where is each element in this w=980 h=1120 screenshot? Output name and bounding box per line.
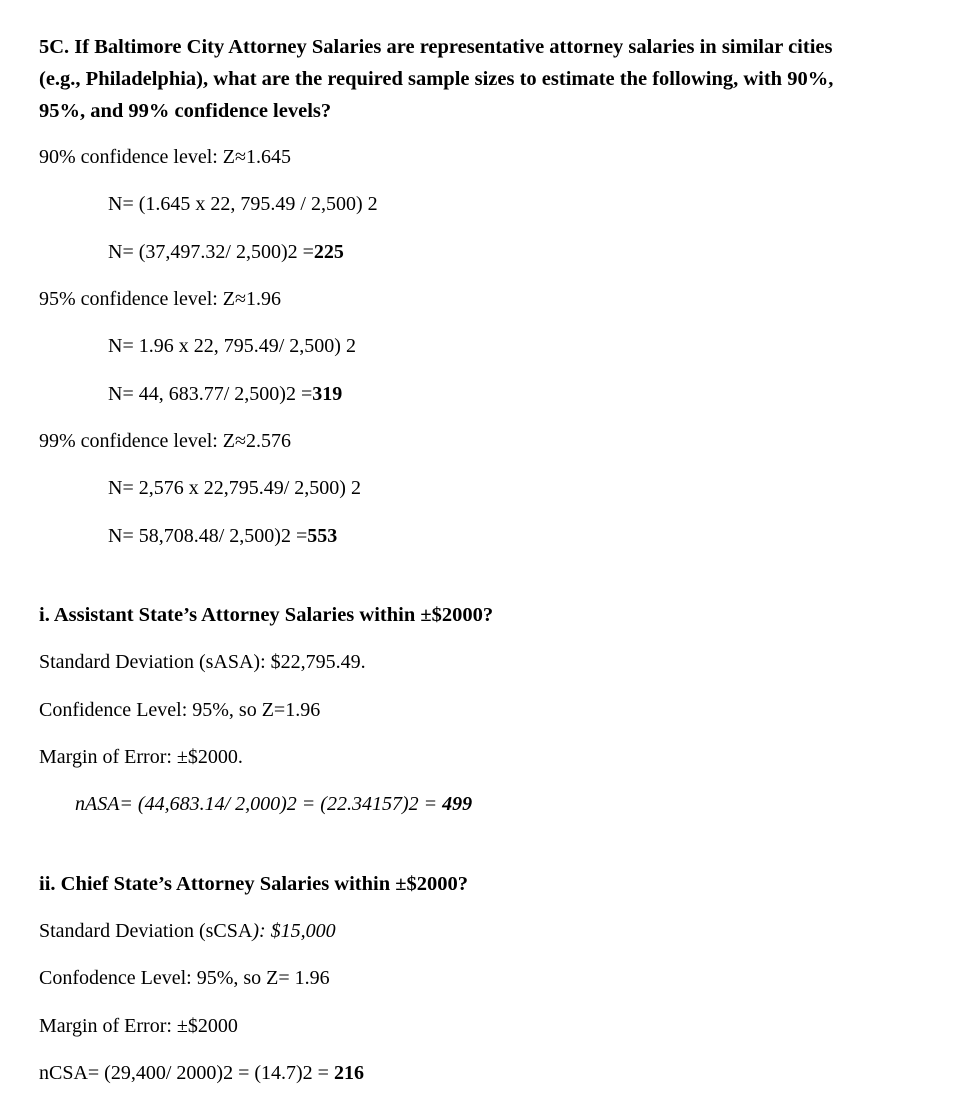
section-ii-std-dev-text: Standard Deviation (sCSA (39, 920, 253, 942)
conf95-equation-2 (108, 384, 342, 404)
conf90-equation-2 (108, 242, 344, 262)
conf90-equation-1: N= (1.645 x 22, 795.49 / 2,500) 2 (108, 193, 378, 215)
conf90-label: 90% confidence level: Z≈1.645 (39, 146, 292, 168)
section-i-formula-text: nASA= (44,683.14/ 2,000)2 = (22.34157)2 = (75, 793, 443, 815)
conf99-label: 99% confidence level: Z≈2.576 (39, 430, 292, 452)
conf99-equation-1: N= 2,576 x 22,795.49/ 2,500) 2 (108, 477, 361, 499)
section-i-result: 499 (442, 793, 473, 815)
section-ii-confidence: Confodence Level: 95%, so Z= 1.96 (39, 967, 330, 989)
conf90-equation-2-text: N= (37,497.32/ 2,500)2 = (108, 241, 314, 263)
section-i-std-dev: Standard Deviation (sASA): $22,795.49. (39, 651, 366, 673)
section-i-title: i. Assistant State’s Attorney Salaries within ±$2000? (39, 604, 494, 626)
question-line-2: (e.g., Philadelphia), what are the required sample sizes to estimate the following, with 90%, (39, 68, 834, 90)
section-i-formula (75, 794, 472, 814)
conf95-equation-1: N= 1.96 x 22, 795.49/ 2,500) 2 (108, 335, 356, 357)
question-line-3: 95%, and 99% confidence levels? (39, 100, 332, 122)
conf90-result: 225 (313, 241, 344, 263)
section-ii-std-dev (39, 921, 336, 941)
section-ii-formula-text: nCSA= (29,400/ 2000)2 = (14.7)2 = (39, 1062, 334, 1084)
question-line-1: 5C. If Baltimore City Attorney Salaries are representative attorney salaries in similar cities (39, 36, 833, 58)
section-ii-margin: Margin of Error: ±$2000 (39, 1015, 238, 1037)
conf95-label: 95% confidence level: Z≈1.96 (39, 288, 282, 310)
conf99-result: 553 (307, 525, 338, 547)
section-i-confidence: Confidence Level: 95%, so Z=1.96 (39, 699, 321, 721)
conf95-equation-2-text: N= 44, 683.77/ 2,500)2 = (108, 383, 313, 405)
section-ii-std-dev-value: ): $15,000 (252, 920, 336, 942)
section-i-margin: Margin of Error: ±$2000. (39, 746, 243, 768)
conf99-equation-2-text: N= 58,708.48/ 2,500)2 = (108, 525, 308, 547)
section-ii-result: 216 (333, 1062, 364, 1084)
section-ii-title: ii. Chief State’s Attorney Salaries within ±$2000? (39, 873, 469, 895)
section-ii-formula (39, 1063, 364, 1083)
conf95-result: 319 (312, 383, 343, 405)
conf99-equation-2 (108, 526, 337, 546)
